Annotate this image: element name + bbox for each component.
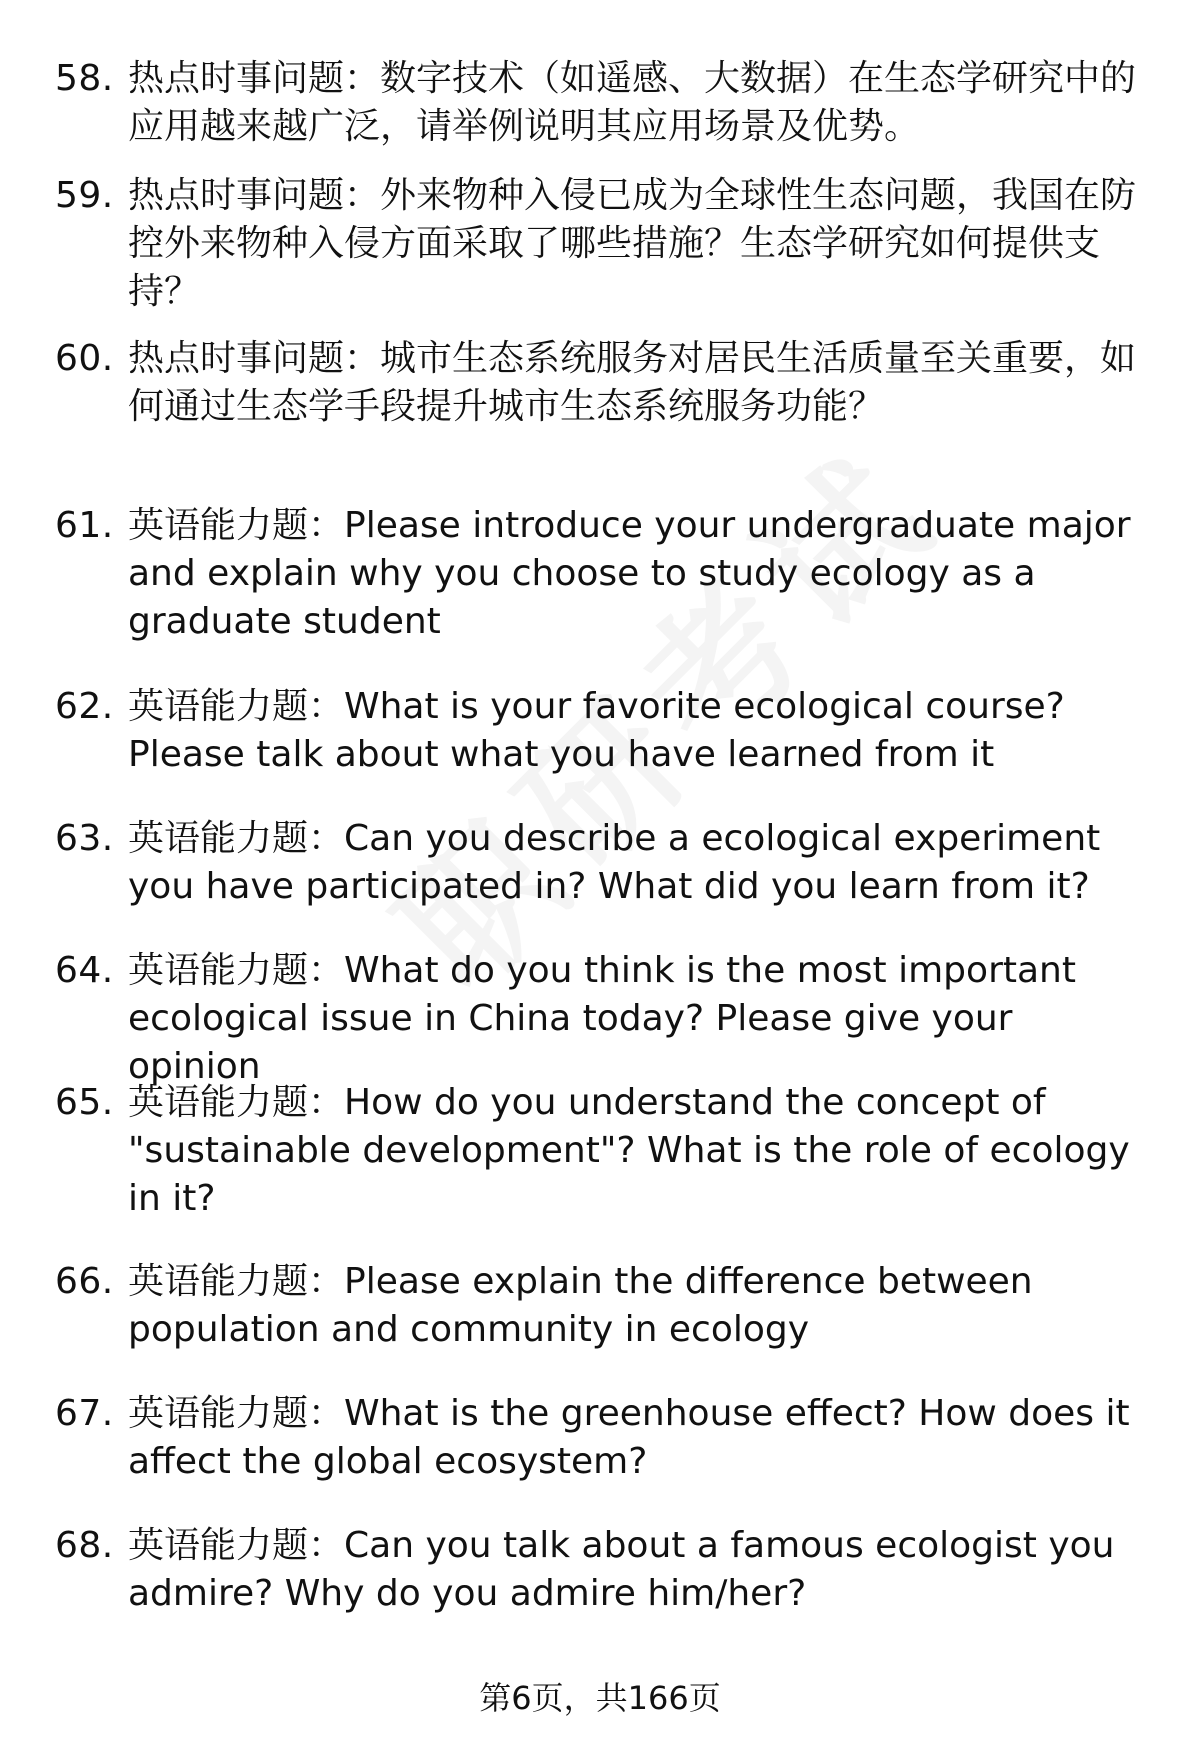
question-number: 68. <box>55 1525 114 1566</box>
page-footer: 第6页，共166页 <box>479 1679 721 1717</box>
question-number: 66. <box>55 1261 114 1302</box>
question-text: 英语能力题：What do you think is the most important ecological issue in China today? Please give your opinion <box>128 950 1076 1087</box>
question-number: 65. <box>55 1082 114 1123</box>
question-text: 英语能力题：Please introduce your undergraduate major and explain why you choose to study ecology as a graduate student <box>128 505 1131 642</box>
question-text: 英语能力题：Can you talk about a famous ecologist you admire? Why do you admire him/her? <box>128 1525 1115 1614</box>
question-number: 67. <box>55 1393 114 1434</box>
question-number: 61. <box>55 505 114 546</box>
question-number: 62. <box>55 686 114 727</box>
question-text: 热点时事问题：城市生态系统服务对居民生活质量至关重要，如何通过生态学手段提升城市生态系统服务功能？ <box>128 338 1137 427</box>
question-number: 59. <box>55 175 114 216</box>
question-text: 英语能力题：How do you understand the concept of "sustainable development"? What is the role of ecology in it? <box>128 1082 1130 1219</box>
question-number: 60. <box>55 338 114 379</box>
question-text: 英语能力题：Can you describe a ecological experiment you have participated in? What did you learn from it? <box>128 818 1101 907</box>
question-number: 64. <box>55 950 114 991</box>
question-number: 58. <box>55 58 114 99</box>
question-number: 63. <box>55 818 114 859</box>
question-text: 热点时事问题：外来物种入侵已成为全球性生态问题，我国在防控外来物种入侵方面采取了哪些措施？生态学研究如何提供支持？ <box>128 175 1137 312</box>
question-text: 英语能力题：What is the greenhouse effect? How does it affect the global ecosystem? <box>128 1393 1130 1482</box>
question-text: 热点时事问题：数字技术（如遥感、大数据）在生态学研究中的应用越来越广泛，请举例说明其应用场景及优势。 <box>128 58 1137 147</box>
question-text: 英语能力题：Please explain the difference between population and community in ecology <box>128 1261 1033 1350</box>
question-text: 英语能力题：What is your favorite ecological course? Please talk about what you have learned from it <box>128 686 1065 775</box>
